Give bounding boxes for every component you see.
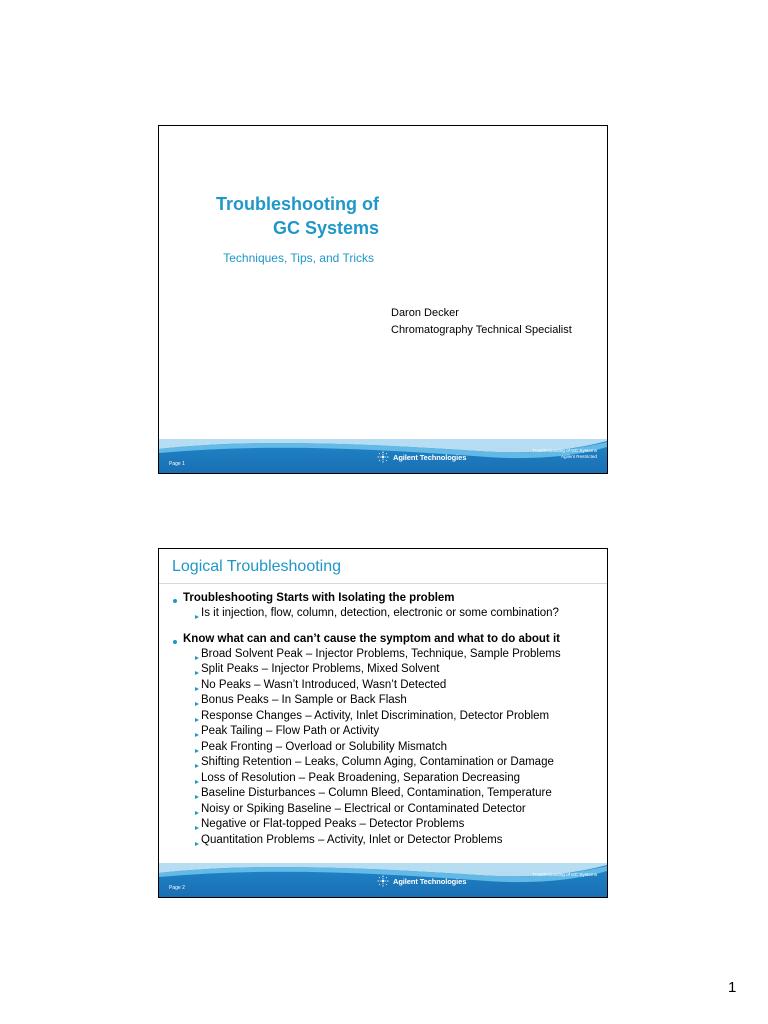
- slide-footer: [159, 439, 607, 473]
- arrow-bullet-icon: [195, 749, 199, 753]
- sub-bullet: Broad Solvent Peak – Injector Problems, Technique, Sample Problems: [173, 647, 603, 663]
- sub-bullet: Shifting Retention – Leaks, Column Aging, Contamination or Damage: [173, 755, 603, 771]
- sub-bullet: Loss of Resolution – Peak Broadening, Separation Decreasing: [173, 771, 603, 787]
- author-role: Chromatography Technical Specialist: [391, 324, 572, 336]
- arrow-bullet-icon: [195, 826, 199, 830]
- arrow-bullet-icon: [195, 795, 199, 799]
- agilent-logo: [376, 874, 466, 888]
- agilent-spark-icon: [376, 450, 390, 464]
- arrow-bullet-icon: [195, 671, 199, 675]
- footer-page-label: Page 2: [169, 885, 185, 891]
- footer-right-line-1: Troubleshooting of GC Systems: [532, 448, 597, 453]
- bullet-heading: Troubleshooting Starts with Isolating the problem: [173, 591, 603, 606]
- agilent-spark-icon: [376, 874, 390, 888]
- bullet-gap: [173, 622, 603, 632]
- author-block: [391, 305, 572, 339]
- page-number: 1: [728, 979, 737, 996]
- sub-bullet: Baseline Disturbances – Column Bleed, Contamination, Temperature: [173, 786, 603, 802]
- slide-title: [189, 192, 379, 240]
- arrow-bullet-icon: [195, 687, 199, 691]
- sub-bullet: Is it injection, flow, column, detection, electronic or some combination?: [173, 606, 603, 622]
- title-line-1: Troubleshooting of: [216, 194, 379, 214]
- sub-bullet: Negative or Flat-topped Peaks – Detector Problems: [173, 817, 603, 833]
- arrow-bullet-icon: [195, 780, 199, 784]
- arrow-bullet-icon: [195, 615, 199, 619]
- slide-1: [158, 125, 608, 474]
- dot-bullet-icon: [173, 640, 177, 644]
- arrow-bullet-icon: [195, 702, 199, 706]
- author-name: Daron Decker: [391, 307, 459, 319]
- bullet-heading: Know what can and can’t cause the symptom and what to do about it: [173, 632, 603, 647]
- title-line-2: GC Systems: [272, 218, 379, 238]
- arrow-bullet-icon: [195, 733, 199, 737]
- footer-right-line-2: Agilent Restricted: [560, 454, 597, 459]
- sub-bullet: Response Changes – Activity, Inlet Discrimination, Detector Problem: [173, 709, 603, 725]
- sub-bullet: Split Peaks – Injector Problems, Mixed Solvent: [173, 662, 603, 678]
- arrow-bullet-icon: [195, 764, 199, 768]
- sub-bullet: Bonus Peaks – In Sample or Back Flash: [173, 693, 603, 709]
- footer-right-line-1: Troubleshooting of GC Systems: [532, 872, 597, 877]
- title-divider: [159, 583, 607, 584]
- sub-bullet: Quantitation Problems – Activity, Inlet or Detector Problems: [173, 833, 603, 849]
- arrow-bullet-icon: [195, 811, 199, 815]
- logo-text: Agilent Technologies: [393, 452, 467, 462]
- footer-page-label: Page 1: [169, 461, 185, 467]
- sub-bullet: Noisy or Spiking Baseline – Electrical or Contaminated Detector: [173, 802, 603, 818]
- sub-bullet: Peak Tailing – Flow Path or Activity: [173, 724, 603, 740]
- arrow-bullet-icon: [195, 718, 199, 722]
- arrow-bullet-icon: [195, 842, 199, 846]
- slide-title: Logical Troubleshooting: [172, 558, 342, 575]
- arrow-bullet-icon: [195, 656, 199, 660]
- logo-text: Agilent Technologies: [393, 876, 467, 886]
- dot-bullet-icon: [173, 599, 177, 603]
- slide-content: [173, 591, 603, 848]
- footer-right-text: [532, 448, 597, 460]
- slide-2: [158, 548, 608, 898]
- slide-subtitle: Techniques, Tips, and Tricks: [223, 251, 374, 265]
- footer-right-text: [532, 872, 597, 878]
- sub-bullet: Peak Fronting – Overload or Solubility Mismatch: [173, 740, 603, 756]
- sub-bullet: No Peaks – Wasn’t Introduced, Wasn’t Detected: [173, 678, 603, 694]
- agilent-logo: [376, 450, 466, 464]
- slide-footer: [159, 863, 607, 897]
